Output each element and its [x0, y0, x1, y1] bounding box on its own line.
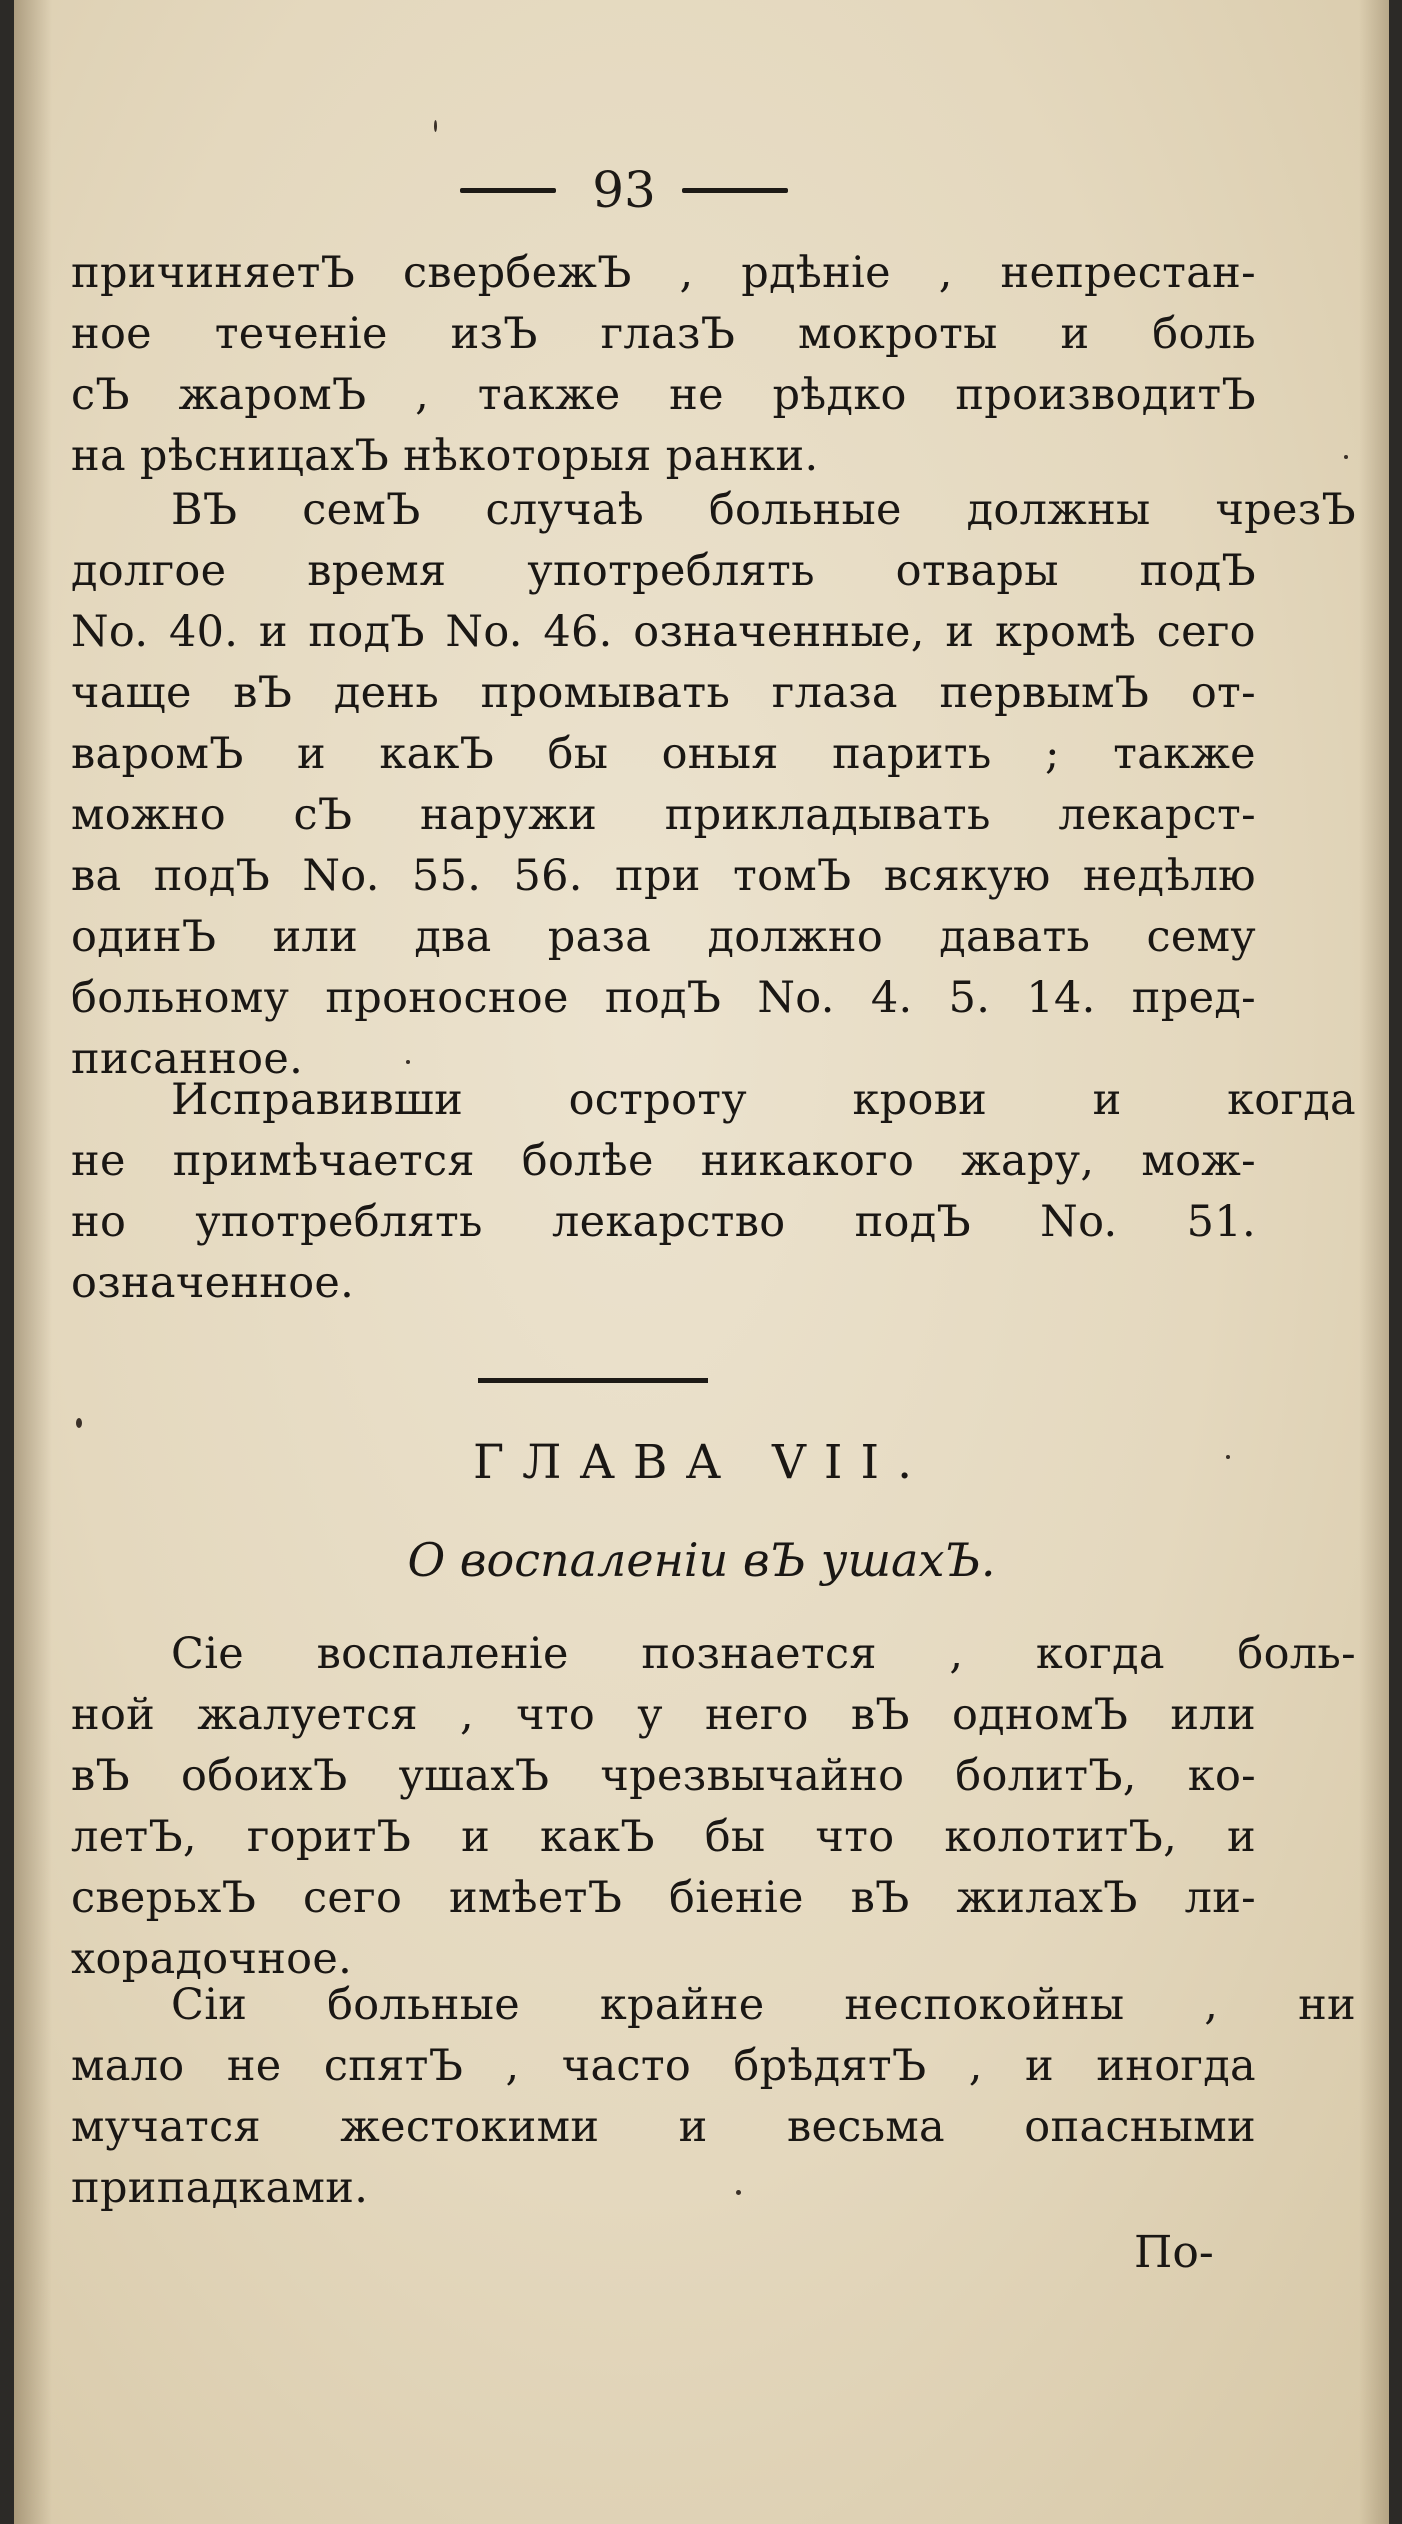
word: ли- — [1184, 1873, 1256, 1923]
word: означенное. — [71, 1258, 355, 1308]
word: , — [460, 1690, 474, 1740]
word: никакого — [700, 1136, 915, 1186]
paper-speck — [1226, 1455, 1230, 1459]
word: непрестан- — [1000, 248, 1256, 298]
word: подЪ — [153, 851, 271, 901]
word: долгое — [71, 546, 227, 596]
word: 55. — [411, 851, 482, 901]
word: и — [1025, 2041, 1054, 2091]
word: и — [461, 1812, 491, 1862]
text-line — [14, 1868, 1389, 1929]
word: 56. — [513, 851, 583, 901]
word: 51. — [1186, 1197, 1256, 1247]
text-line — [14, 1807, 1389, 1868]
catchword: По- — [1134, 2227, 1214, 2278]
word: изЪ — [450, 309, 538, 359]
word: глаза — [771, 668, 898, 718]
word: больные — [708, 485, 902, 535]
word: болѣе — [521, 1136, 654, 1186]
word: опасными — [1024, 2102, 1256, 2152]
word: воспаленіе — [316, 1629, 569, 1679]
word: познается — [641, 1629, 877, 1679]
word: производитЪ — [955, 370, 1256, 420]
word: первымЪ — [939, 668, 1150, 718]
page-number: 93 — [592, 161, 656, 219]
word: у — [637, 1690, 663, 1740]
word: время — [307, 546, 447, 596]
word: ное — [71, 309, 152, 359]
text-line — [14, 785, 1389, 846]
word: бы — [547, 729, 609, 779]
word: примѣчается — [172, 1136, 475, 1186]
text-line — [14, 541, 1389, 602]
word: часто — [561, 2041, 692, 2091]
word: сЪ — [71, 370, 130, 420]
word: или — [272, 912, 359, 962]
word: летЪ, — [71, 1812, 197, 1862]
word: томЪ — [733, 851, 852, 901]
text-line — [14, 1192, 1389, 1253]
word: весьма — [786, 2102, 945, 2152]
word: болитЪ, — [955, 1751, 1137, 1801]
section-divider — [478, 1378, 708, 1383]
word: No. — [445, 607, 523, 657]
word: также — [477, 370, 621, 420]
word: но — [71, 1197, 127, 1247]
word: раза — [547, 912, 652, 962]
word: всякую — [883, 851, 1051, 901]
text-line — [14, 365, 1389, 426]
paragraph-2 — [14, 480, 1389, 1090]
word: 46. — [543, 607, 613, 657]
word: два — [414, 912, 492, 962]
word: вЪ — [233, 668, 293, 718]
paper-speck — [406, 1060, 410, 1064]
word: ВЪ — [171, 485, 238, 535]
word: имѣетЪ — [448, 1873, 623, 1923]
word: , — [505, 2041, 520, 2091]
word: пред- — [1131, 973, 1256, 1023]
text-line — [14, 426, 1389, 487]
header-dash-left — [460, 188, 556, 193]
word: какЪ — [540, 1812, 655, 1862]
word: жаромЪ — [178, 370, 367, 420]
word: , — [949, 1629, 964, 1679]
word: подЪ — [604, 973, 722, 1023]
word: также — [1113, 729, 1256, 779]
word: свербежЪ — [402, 248, 632, 298]
word: сЪ — [293, 790, 353, 840]
word: когда — [1227, 1075, 1356, 1125]
word: No. — [71, 607, 149, 657]
text-line — [14, 2036, 1389, 2097]
word: день — [333, 668, 440, 718]
text-line — [14, 1975, 1389, 2036]
text-line — [14, 907, 1389, 968]
word: от- — [1190, 668, 1256, 718]
word: можно — [71, 790, 226, 840]
word: припадками. — [71, 2163, 369, 2213]
text-line — [14, 602, 1389, 663]
text-line — [14, 1624, 1389, 1685]
word: вЪ — [850, 1690, 910, 1740]
word: рдѣніе — [741, 248, 891, 298]
word: него — [704, 1690, 809, 1740]
word: No. — [302, 851, 380, 901]
word: ва — [71, 851, 122, 901]
word: иногда — [1096, 2041, 1256, 2091]
word: обоихЪ — [181, 1751, 348, 1801]
word: остроту — [568, 1075, 747, 1125]
word: не — [669, 370, 724, 420]
word: сего — [1156, 607, 1256, 657]
chapter-title: ГЛАВА VII. — [472, 1435, 931, 1490]
word: причиняетЪ — [71, 248, 356, 298]
word: и — [945, 607, 975, 657]
word: сего — [303, 1873, 403, 1923]
text-line — [14, 724, 1389, 785]
text-line — [14, 2097, 1389, 2158]
word: отвары — [895, 546, 1059, 596]
word: Исправивши — [171, 1075, 464, 1125]
word: кромѣ — [994, 607, 1137, 657]
word: должны — [966, 485, 1151, 535]
word: , — [1204, 1980, 1219, 2030]
word: не — [226, 2041, 282, 2091]
text-line — [14, 243, 1389, 304]
word: или — [1170, 1690, 1256, 1740]
word: давать — [939, 912, 1091, 962]
word: жалуется — [197, 1690, 418, 1740]
word: неспокойны — [844, 1980, 1125, 2030]
word: подЪ — [854, 1197, 971, 1247]
word: No. — [757, 973, 835, 1023]
word: жестокими — [340, 2102, 600, 2152]
word: брѣдятЪ — [733, 2041, 927, 2091]
word: боль — [1152, 309, 1256, 359]
word: мучатся — [71, 2102, 261, 2152]
word: означенные, — [633, 607, 925, 657]
word: колотитЪ, — [944, 1812, 1178, 1862]
word: подЪ — [308, 607, 425, 657]
word: что — [516, 1690, 596, 1740]
word: подЪ — [1139, 546, 1256, 596]
word: одномЪ — [951, 1690, 1129, 1740]
word: на рѣсницахЪ нѣкоторыя ранки. — [71, 431, 819, 481]
word: при — [615, 851, 701, 901]
word: парить — [832, 729, 992, 779]
paragraph-1 — [14, 243, 1389, 487]
word: и — [258, 607, 288, 657]
word: больному — [71, 973, 290, 1023]
text-line — [14, 968, 1389, 1029]
word: мокроты — [797, 309, 998, 359]
word: какЪ — [379, 729, 495, 779]
word: одинЪ — [71, 912, 217, 962]
word: ни — [1298, 1980, 1356, 2030]
word: и — [678, 2102, 708, 2152]
word: , — [679, 248, 694, 298]
word: случаѣ — [485, 485, 644, 535]
text-line — [14, 1253, 1389, 1314]
word: жару, — [961, 1136, 1095, 1186]
paragraph-5 — [14, 1975, 1389, 2219]
word: ной — [71, 1690, 156, 1740]
word: 5. — [948, 973, 991, 1023]
word: біеніе — [669, 1873, 804, 1923]
word: сему — [1146, 912, 1256, 962]
word: 4. — [870, 973, 913, 1023]
word: семЪ — [302, 485, 421, 535]
paragraph-4 — [14, 1624, 1389, 1990]
word: должно — [707, 912, 884, 962]
word: Сіе — [171, 1629, 245, 1679]
word: оныя — [661, 729, 779, 779]
word: чрезЪ — [1215, 485, 1356, 535]
text-line — [14, 1070, 1389, 1131]
word: лекарст- — [1058, 790, 1256, 840]
word: бы — [704, 1812, 766, 1862]
word: спятЪ — [323, 2041, 464, 2091]
word: , — [968, 2041, 983, 2091]
paper-speck — [1344, 455, 1348, 459]
word: хорадочное. — [71, 1934, 353, 1984]
word: чрезвычайно — [600, 1751, 905, 1801]
word: недѣлю — [1082, 851, 1256, 901]
word: наружи — [419, 790, 598, 840]
word: прикладывать — [664, 790, 991, 840]
text-line — [14, 846, 1389, 907]
word: ушахЪ — [398, 1751, 550, 1801]
paragraph-3 — [14, 1070, 1389, 1314]
paper-speck — [76, 1418, 82, 1428]
word: Сіи — [171, 1980, 248, 2030]
word: глазЪ — [600, 309, 736, 359]
word: ; — [1044, 729, 1060, 779]
word: мало — [71, 2041, 185, 2091]
word: 40. — [168, 607, 239, 657]
text-line — [14, 663, 1389, 724]
word: проносное — [325, 973, 569, 1023]
word: крови — [852, 1075, 988, 1125]
word: ко- — [1187, 1751, 1256, 1801]
word: и — [1060, 309, 1090, 359]
word: , — [415, 370, 430, 420]
word: 14. — [1026, 973, 1096, 1023]
text-line — [14, 480, 1389, 541]
word: крайне — [599, 1980, 765, 2030]
paper-speck — [434, 120, 437, 132]
word: и — [297, 729, 327, 779]
word: больные — [327, 1980, 521, 2030]
word: употреблять — [195, 1197, 483, 1247]
word: рѣдко — [772, 370, 907, 420]
word: писанное. — [71, 1034, 304, 1084]
word: No. — [1040, 1197, 1118, 1247]
word: жилахЪ — [956, 1873, 1138, 1923]
text-line — [14, 1746, 1389, 1807]
page-header — [444, 160, 824, 220]
word: , — [938, 248, 953, 298]
word: вЪ — [850, 1873, 910, 1923]
word: когда — [1035, 1629, 1165, 1679]
text-line — [14, 1131, 1389, 1192]
text-line — [14, 2158, 1389, 2219]
paper-speck — [736, 2190, 741, 2195]
word: боль- — [1237, 1629, 1356, 1679]
word: промывать — [480, 668, 731, 718]
word: сверьхЪ — [71, 1873, 257, 1923]
word: горитЪ — [246, 1812, 412, 1862]
word: лекарство — [551, 1197, 786, 1247]
text-line — [14, 1685, 1389, 1746]
text-line — [14, 304, 1389, 365]
word: не — [71, 1136, 126, 1186]
chapter-subtitle: О воспаленіи вЪ ушахЪ. — [407, 1533, 996, 1587]
header-dash-right — [682, 188, 788, 193]
word: что — [815, 1812, 895, 1862]
word: и — [1092, 1075, 1122, 1125]
book-page — [14, 0, 1389, 2524]
word: мож- — [1141, 1136, 1256, 1186]
word: чаще — [71, 668, 192, 718]
word: теченіе — [214, 309, 388, 359]
word: употреблять — [527, 546, 815, 596]
word: варомЪ — [71, 729, 244, 779]
word: и — [1227, 1812, 1256, 1862]
word: вЪ — [71, 1751, 130, 1801]
